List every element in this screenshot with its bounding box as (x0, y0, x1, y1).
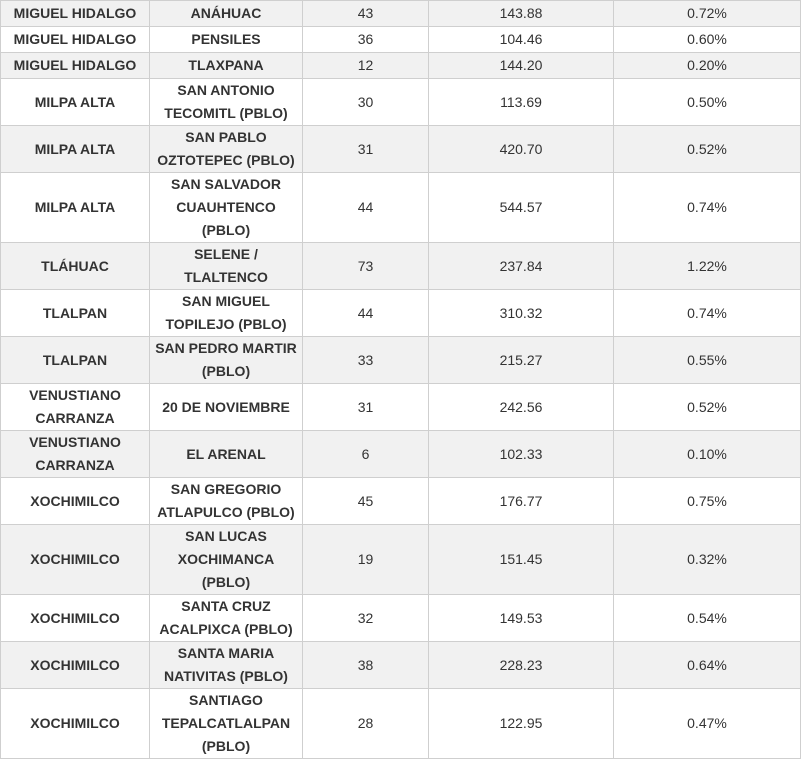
table-row (1, 431, 801, 478)
tasa-cell: 310.32 (429, 290, 614, 337)
porcentaje-cell: 0.10% (614, 431, 801, 478)
alcaldia-cell: TLALPAN (1, 337, 150, 384)
casos-cell: 6 (303, 431, 429, 478)
porcentaje-cell: 0.52% (614, 384, 801, 431)
colonia-cell: SAN MIGUEL TOPILEJO (PBLO) (150, 290, 303, 337)
tasa-cell: 143.88 (429, 1, 614, 27)
alcaldia-cell: MIGUEL HIDALGO (1, 53, 150, 79)
tasa-cell: 215.27 (429, 337, 614, 384)
alcaldia-cell: XOCHIMILCO (1, 689, 150, 759)
colonia-cell: SAN LUCAS XOCHIMANCA (PBLO) (150, 525, 303, 595)
alcaldia-cell: XOCHIMILCO (1, 595, 150, 642)
alcaldia-cell: MILPA ALTA (1, 79, 150, 126)
tasa-cell: 237.84 (429, 243, 614, 290)
tasa-cell: 544.57 (429, 173, 614, 243)
table-row (1, 642, 801, 689)
casos-cell: 19 (303, 525, 429, 595)
table-body (1, 1, 801, 759)
table-row (1, 384, 801, 431)
porcentaje-cell: 0.50% (614, 79, 801, 126)
casos-cell: 33 (303, 337, 429, 384)
alcaldia-cell: XOCHIMILCO (1, 642, 150, 689)
porcentaje-cell: 0.64% (614, 642, 801, 689)
tasa-cell: 144.20 (429, 53, 614, 79)
table-row (1, 243, 801, 290)
porcentaje-cell: 0.54% (614, 595, 801, 642)
porcentaje-cell: 1.22% (614, 243, 801, 290)
casos-cell: 32 (303, 595, 429, 642)
table-row (1, 126, 801, 173)
casos-cell: 36 (303, 27, 429, 53)
casos-cell: 73 (303, 243, 429, 290)
colonia-cell: 20 DE NOVIEMBRE (150, 384, 303, 431)
table-row (1, 1, 801, 27)
colonia-cell: SAN PABLO OZTOTEPEC (PBLO) (150, 126, 303, 173)
casos-cell: 30 (303, 79, 429, 126)
casos-cell: 43 (303, 1, 429, 27)
porcentaje-cell: 0.72% (614, 1, 801, 27)
casos-cell: 45 (303, 478, 429, 525)
porcentaje-cell: 0.32% (614, 525, 801, 595)
colonia-cell: PENSILES (150, 27, 303, 53)
colonia-cell: SANTIAGO TEPALCATLALPAN (PBLO) (150, 689, 303, 759)
porcentaje-cell: 0.52% (614, 126, 801, 173)
tasa-cell: 228.23 (429, 642, 614, 689)
table-row (1, 79, 801, 126)
casos-cell: 28 (303, 689, 429, 759)
colonia-cell: EL ARENAL (150, 431, 303, 478)
tasa-cell: 113.69 (429, 79, 614, 126)
colonia-cell: SELENE / TLALTENCO (150, 243, 303, 290)
table-row (1, 478, 801, 525)
alcaldia-cell: VENUSTIANO CARRANZA (1, 431, 150, 478)
alcaldia-cell: XOCHIMILCO (1, 478, 150, 525)
table-row (1, 337, 801, 384)
porcentaje-cell: 0.20% (614, 53, 801, 79)
porcentaje-cell: 0.55% (614, 337, 801, 384)
tasa-cell: 104.46 (429, 27, 614, 53)
colonia-cell: ANÁHUAC (150, 1, 303, 27)
porcentaje-cell: 0.75% (614, 478, 801, 525)
table-row (1, 290, 801, 337)
casos-cell: 31 (303, 126, 429, 173)
tasa-cell: 149.53 (429, 595, 614, 642)
table-row (1, 173, 801, 243)
colonia-cell: SANTA MARIA NATIVITAS (PBLO) (150, 642, 303, 689)
porcentaje-cell: 0.60% (614, 27, 801, 53)
tasa-cell: 122.95 (429, 689, 614, 759)
tasa-cell: 102.33 (429, 431, 614, 478)
table-row (1, 525, 801, 595)
porcentaje-cell: 0.74% (614, 290, 801, 337)
colonia-cell: SAN ANTONIO TECOMITL (PBLO) (150, 79, 303, 126)
alcaldia-cell: TLÁHUAC (1, 243, 150, 290)
alcaldia-cell: MIGUEL HIDALGO (1, 1, 150, 27)
table-row (1, 27, 801, 53)
colonia-cell: SANTA CRUZ ACALPIXCA (PBLO) (150, 595, 303, 642)
colonia-cell: TLAXPANA (150, 53, 303, 79)
alcaldia-cell: VENUSTIANO CARRANZA (1, 384, 150, 431)
casos-cell: 31 (303, 384, 429, 431)
porcentaje-cell: 0.74% (614, 173, 801, 243)
colonia-cell: SAN PEDRO MARTIR (PBLO) (150, 337, 303, 384)
tasa-cell: 176.77 (429, 478, 614, 525)
casos-cell: 38 (303, 642, 429, 689)
alcaldia-cell: XOCHIMILCO (1, 525, 150, 595)
tasa-cell: 151.45 (429, 525, 614, 595)
casos-cell: 12 (303, 53, 429, 79)
table-row (1, 689, 801, 759)
casos-cell: 44 (303, 290, 429, 337)
table-row (1, 53, 801, 79)
alcaldia-cell: MILPA ALTA (1, 173, 150, 243)
colonia-cell: SAN GREGORIO ATLAPULCO (PBLO) (150, 478, 303, 525)
alcaldia-cell: MIGUEL HIDALGO (1, 27, 150, 53)
tasa-cell: 420.70 (429, 126, 614, 173)
casos-cell: 44 (303, 173, 429, 243)
alcaldia-cell: MILPA ALTA (1, 126, 150, 173)
porcentaje-cell: 0.47% (614, 689, 801, 759)
table-row (1, 595, 801, 642)
colonia-cell: SAN SALVADOR CUAUHTENCO (PBLO) (150, 173, 303, 243)
tasa-cell: 242.56 (429, 384, 614, 431)
alcaldia-cell: TLALPAN (1, 290, 150, 337)
